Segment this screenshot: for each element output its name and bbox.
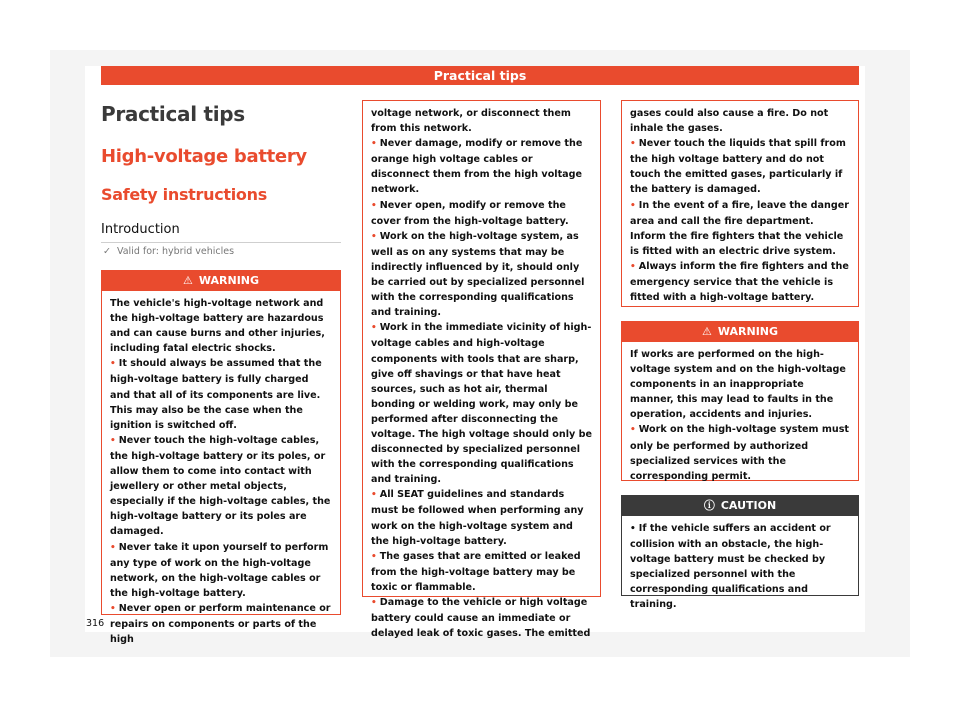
- text: Never open or perform maintenance or repairs on components or parts of the high: [110, 602, 331, 646]
- warning-body: [622, 342, 858, 484]
- list-item: [630, 422, 850, 483]
- warning-body-cont2: [622, 101, 858, 305]
- text: Never touch the high-voltage cables, the high-voltage battery or its poles, or allow them to come into contact with jewellery or other metal objects, especially if the high-voltage cables, the high-voltage battery or its poles are damaged.: [110, 434, 331, 538]
- bullet-icon: •: [110, 603, 116, 614]
- text: Never damage, modify or remove the orange high voltage cables or disconnect them from the high voltage network.: [371, 138, 583, 196]
- list-item: [630, 136, 850, 197]
- list-item: [371, 229, 592, 321]
- check-icon: ✓: [103, 246, 111, 257]
- list-item: [371, 136, 592, 197]
- list-item: [371, 487, 592, 548]
- warning-box-2: [621, 321, 859, 481]
- info-circle-icon: ⓘ: [703, 499, 715, 512]
- caution-box: [621, 495, 859, 611]
- bullet-icon: •: [630, 139, 636, 150]
- text: If works are performed on the high-voltage system and on the high-voltage components in an inappropriate manner, this may lead to faults in the operation, accidents and injuries.: [630, 349, 846, 421]
- list-item: [110, 601, 332, 647]
- text: The gases that are emitted or leaked from the high-voltage battery may be toxic or flammable.: [371, 550, 581, 593]
- text: Always inform the fire fighters and the emergency service that the vehicle is fitted with a high-voltage battery.: [630, 260, 849, 304]
- bullet-icon: •: [371, 139, 377, 150]
- subsection-title: Safety instructions: [101, 185, 267, 204]
- bullet-icon: •: [371, 598, 377, 608]
- bullet-icon: •: [371, 551, 377, 562]
- text: voltage network, or disconnect them from this network.: [371, 108, 571, 135]
- caution-label: CAUTION: [720, 499, 777, 512]
- text: Damage to the vehicle or high voltage battery could cause an immediate or delayed leak of toxic gases. The emitted: [371, 597, 591, 640]
- text: Work on the high-voltage system, as well as on any systems that may be indirectly influenced by it, should only be carried out by specialized personnel with the corresponding qualifications and training.: [371, 230, 585, 319]
- text: All SEAT guidelines and standards must be followed when performing any work on the high-voltage system and the high-voltage battery.: [371, 489, 584, 547]
- text: Never take it upon yourself to perform any type of work on the high-voltage network, on the high-voltage cables or the high-voltage battery.: [110, 541, 329, 599]
- warning-box-1-cont2: [621, 100, 859, 307]
- page-number: 316: [86, 618, 105, 629]
- warning-box-1-cont: [362, 100, 601, 640]
- bullet-icon: •: [630, 425, 636, 436]
- list-item: [630, 521, 850, 613]
- warning-label: WARNING: [717, 325, 779, 338]
- warning-header: [102, 271, 340, 291]
- warning-triangle-icon: ⚠: [182, 274, 193, 287]
- bullet-icon: •: [110, 435, 116, 446]
- bullet-icon: •: [110, 359, 116, 370]
- warning-body: [102, 291, 340, 647]
- list-item: [371, 320, 592, 487]
- divider: [101, 242, 341, 243]
- valid-for-text: Valid for: hybrid vehicles: [116, 246, 235, 257]
- list-item: [630, 198, 850, 259]
- warning-header: [622, 322, 858, 342]
- warning-box-1: [101, 270, 341, 646]
- bullet-icon: •: [110, 542, 116, 553]
- bullet-icon: •: [371, 231, 377, 242]
- text: Work on the high-voltage system must only be performed by authorized specialized services with the corresponding permit.: [630, 424, 850, 482]
- bullet-icon: •: [371, 323, 377, 334]
- list-item: [371, 198, 592, 229]
- paragraph: [630, 106, 850, 136]
- paragraph: [110, 296, 332, 356]
- list-item: [371, 549, 592, 595]
- paragraph: [371, 106, 592, 136]
- valid-for: [101, 246, 234, 257]
- text: In the event of a fire, leave the danger area and call the fire department. Inform the fire fighters that the vehicle is fitted with an electric drive system.: [630, 199, 849, 257]
- section-title: High-voltage battery: [101, 146, 307, 167]
- warning-label: WARNING: [198, 274, 260, 287]
- warning-body-cont: [363, 101, 600, 641]
- text: The vehicle's high-voltage network and the high-voltage battery are hazardous and can cause burns and other injuries, including fatal electric shocks.: [110, 298, 325, 355]
- paragraph: [630, 347, 850, 422]
- bullet-icon: •: [630, 524, 636, 534]
- intro-heading: Introduction: [101, 222, 180, 237]
- bullet-icon: •: [630, 200, 636, 211]
- page-title: Practical tips: [101, 102, 245, 126]
- bullet-icon: •: [371, 490, 377, 501]
- text: Never open, modify or remove the cover from the high-voltage battery.: [371, 199, 569, 227]
- list-item: [110, 356, 332, 432]
- list-item: [371, 595, 592, 641]
- caution-body: [622, 516, 858, 613]
- text: If the vehicle suffers an accident or collision with an obstacle, the high-voltage battery must be checked by specialized personnel with the corresponding qualifications and training.: [630, 523, 831, 611]
- text: It should always be assumed that the high-voltage battery is fully charged and that all of its components are live. This may also be the case when the ignition is switched off.: [110, 358, 322, 431]
- bullet-icon: •: [371, 200, 377, 211]
- text: Work in the immediate vicinity of high-voltage cables and high-voltage components with tools that are sharp, give off shavings or that have heat sources, such as hot air, thermal bonding or welding work, may only be performed after disconnecting the voltage. The high voltage should only be disconnected by specialized personnel with the corresponding qualifications and training.: [371, 322, 592, 486]
- bullet-icon: •: [630, 261, 636, 272]
- caution-header: [622, 496, 858, 516]
- header-bar: Practical tips: [101, 66, 859, 85]
- list-item: [630, 259, 850, 305]
- text: Never touch the liquids that spill from the high voltage battery and do not touch the emitted gases, particularly if the battery is damaged.: [630, 138, 846, 196]
- text: gases could also cause a fire. Do not inhale the gases.: [630, 108, 829, 135]
- list-item: [110, 540, 332, 601]
- warning-triangle-icon: ⚠: [701, 325, 712, 338]
- list-item: [110, 433, 332, 540]
